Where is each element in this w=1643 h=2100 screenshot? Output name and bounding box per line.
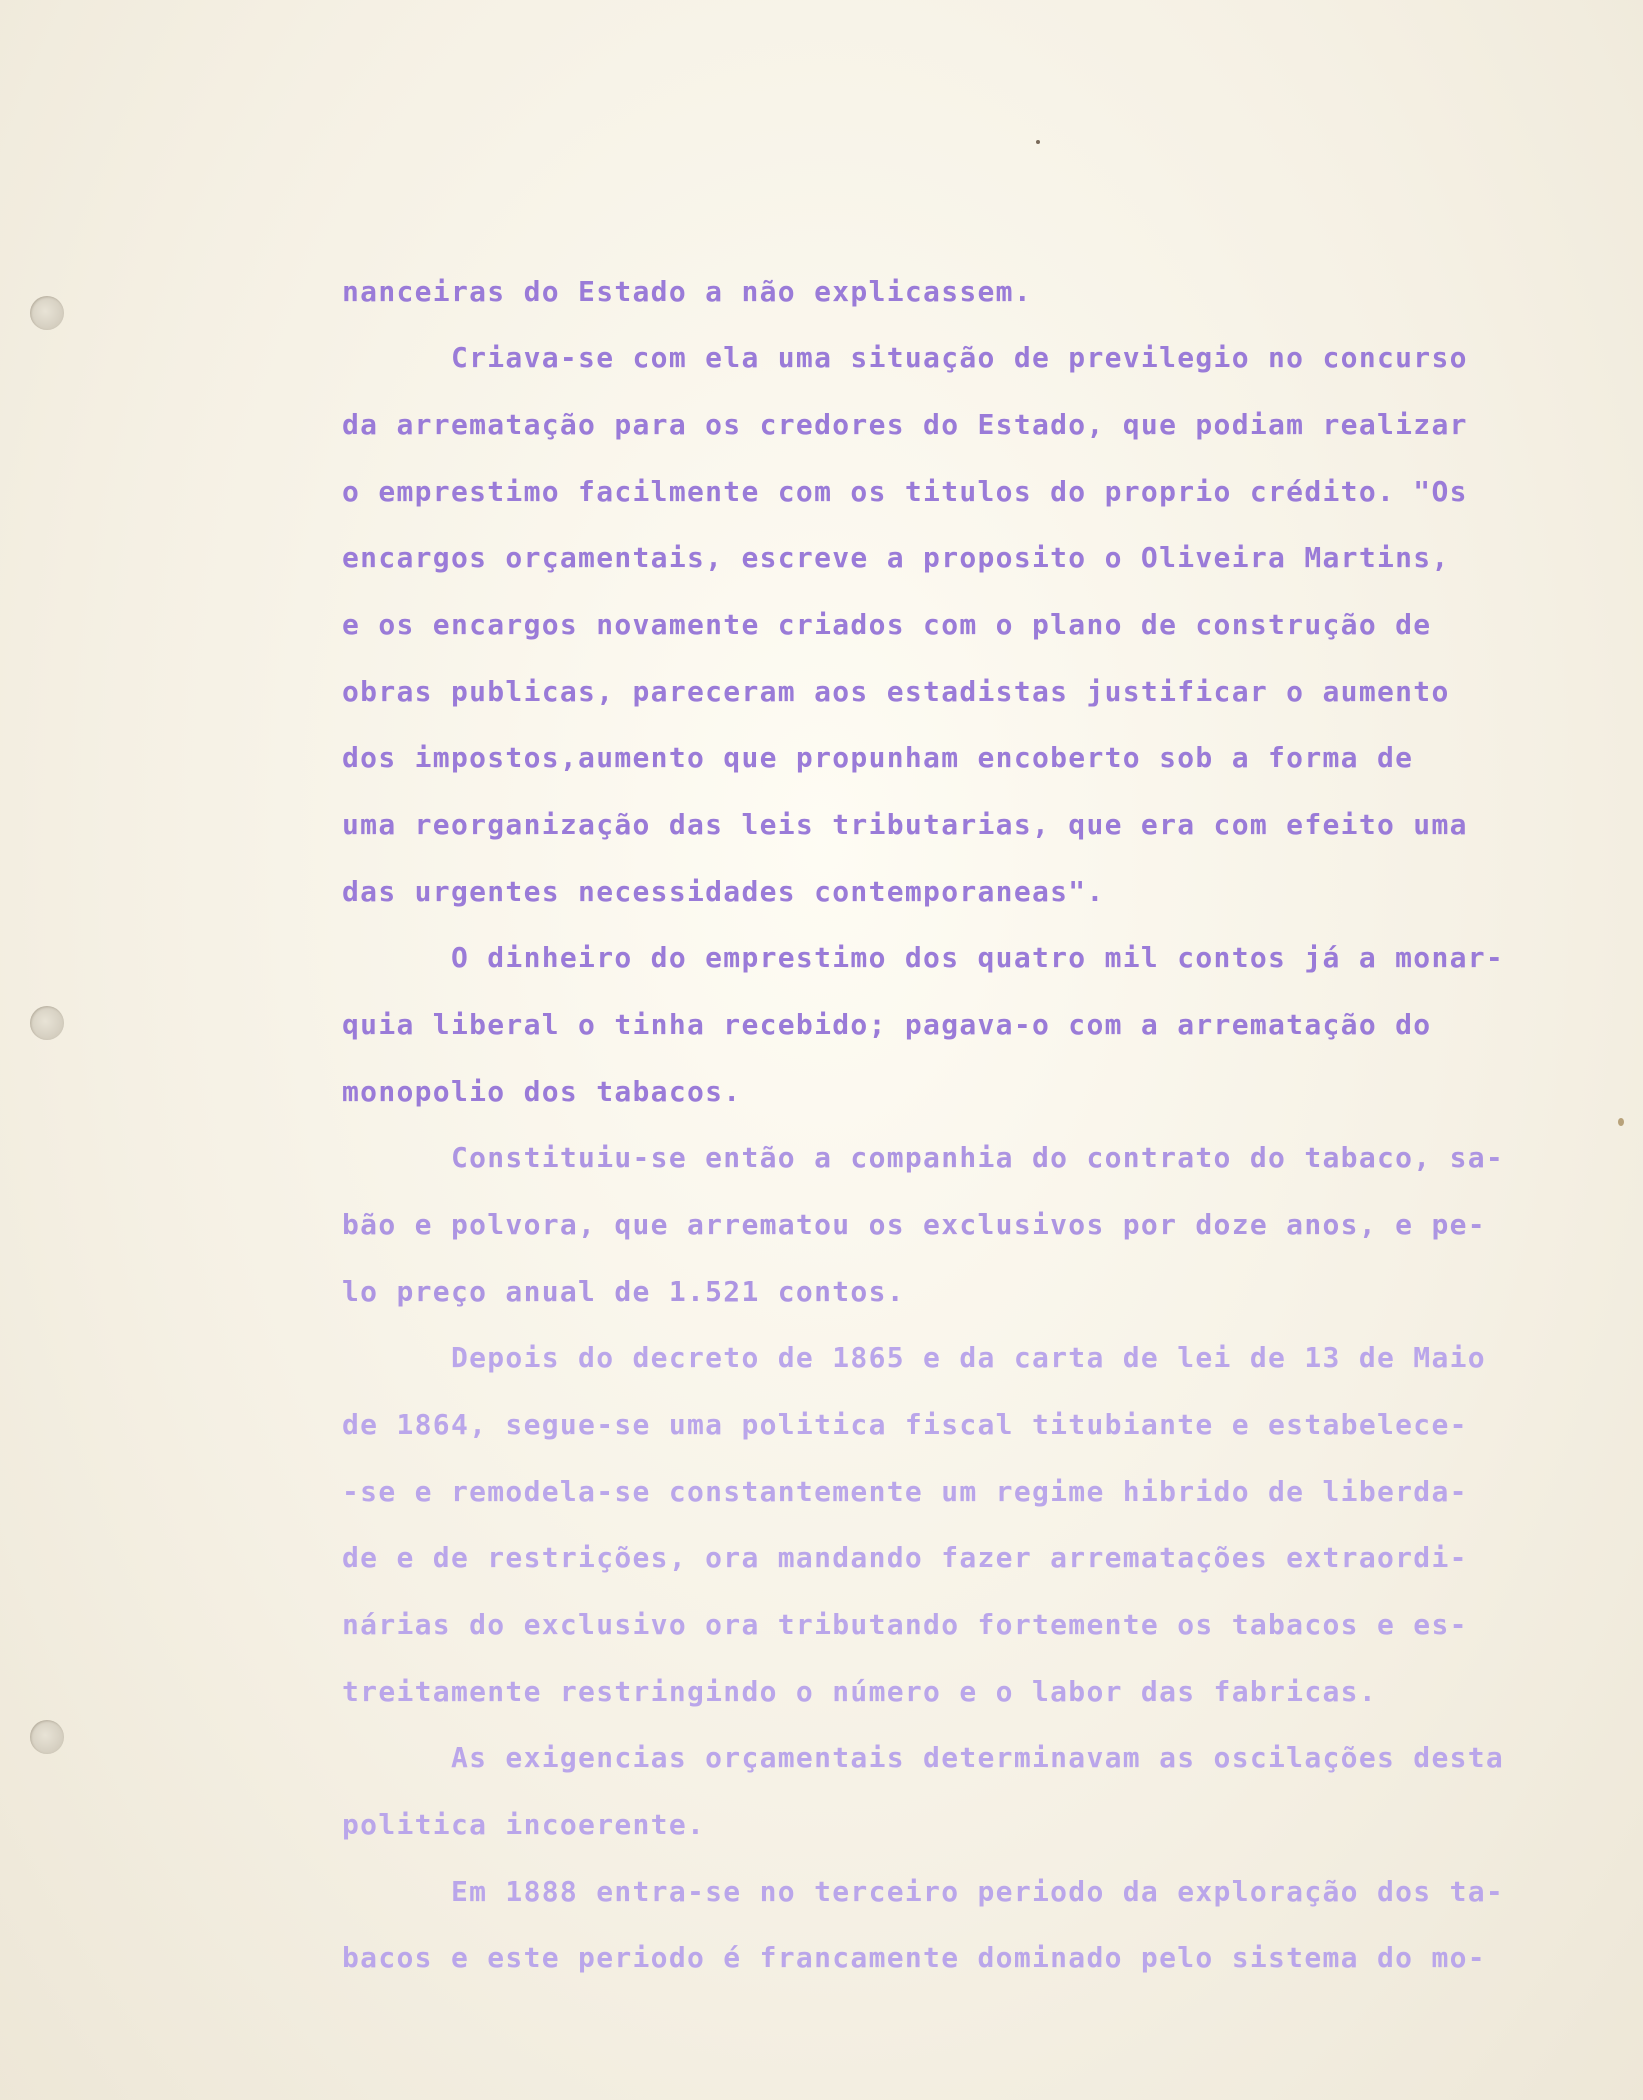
text-line: das urgentes necessidades contemporaneas".	[342, 875, 1105, 908]
text-line: uma reorganização das leis tributarias, que era com efeito uma	[342, 808, 1468, 841]
text-line: encargos orçamentais, escreve a proposito o Oliveira Martins,	[342, 541, 1450, 574]
text-line: Criava-se com ela uma situação de previlegio no concurso	[342, 341, 1468, 374]
text-line: monopolio dos tabacos.	[342, 1075, 742, 1108]
text-line: obras publicas, pareceram aos estadistas justificar o aumento	[342, 675, 1450, 708]
text-line: As exigencias orçamentais determinavam as oscilações desta	[342, 1741, 1505, 1774]
punch-hole	[30, 296, 64, 330]
text-line: Depois do decreto de 1865 e da carta de lei de 13 de Maio	[342, 1341, 1486, 1374]
text-line: Em 1888 entra-se no terceiro periodo da exploração dos ta-	[342, 1875, 1505, 1908]
text-line: o emprestimo facilmente com os titulos do proprio crédito. "Os	[342, 475, 1468, 508]
paper-speck	[1618, 1118, 1624, 1126]
text-line: O dinheiro do emprestimo dos quatro mil contos já a monar-	[342, 941, 1505, 974]
text-line: Constituiu-se então a companhia do contrato do tabaco, sa-	[342, 1141, 1505, 1174]
text-line: da arrematação para os credores do Estado, que podiam realizar	[342, 408, 1468, 441]
text-line: lo preço anual de 1.521 contos.	[342, 1275, 905, 1308]
text-line: nanceiras do Estado a não explicassem.	[342, 275, 1032, 308]
text-line: nárias do exclusivo ora tributando fortemente os tabacos e es-	[342, 1608, 1468, 1641]
text-line: dos impostos,aumento que propunham encoberto sob a forma de	[342, 741, 1414, 774]
paper-speck	[1036, 140, 1040, 144]
text-line: -se e remodela-se constantemente um regime hibrido de liberda-	[342, 1475, 1468, 1508]
punch-hole	[30, 1720, 64, 1754]
text-line: quia liberal o tinha recebido; pagava-o com a arrematação do	[342, 1008, 1432, 1041]
text-line: de e de restrições, ora mandando fazer arrematações extraordi-	[342, 1541, 1468, 1574]
punch-hole	[30, 1006, 64, 1040]
text-line: e os encargos novamente criados com o plano de construção de	[342, 608, 1432, 641]
text-line: treitamente restringindo o número e o labor das fabricas.	[342, 1675, 1377, 1708]
text-line: politica incoerente.	[342, 1808, 706, 1841]
text-line: bão e polvora, que arrematou os exclusivos por doze anos, e pe-	[342, 1208, 1486, 1241]
text-line: bacos e este periodo é francamente dominado pelo sistema do mo-	[342, 1941, 1486, 1974]
text-line: de 1864, segue-se uma politica fiscal titubiante e estabelece-	[342, 1408, 1468, 1441]
